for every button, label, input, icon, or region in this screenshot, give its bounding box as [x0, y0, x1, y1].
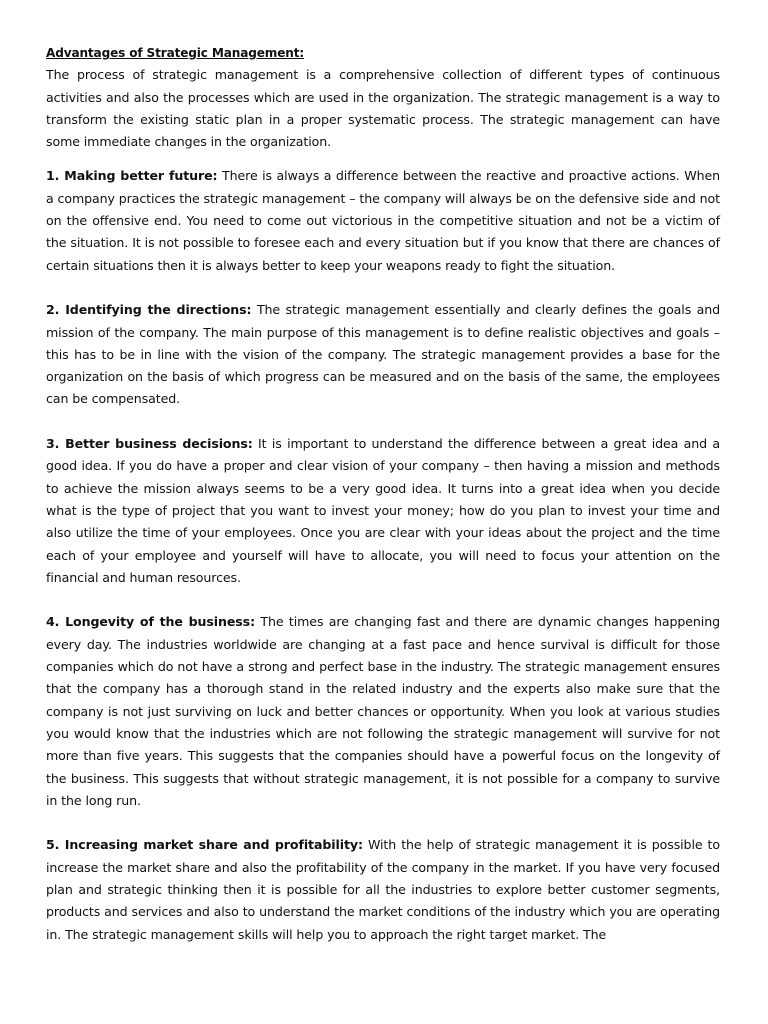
advantage-body-3: It is important to understand the difference between a great idea and a good idea. If you do have a proper and clear vision of your company – then having a mission and methods to achieve the mission always seems to be a very good idea. It turns into a great idea when you decide what is the type of project that you want to invest your money; how do you plan to invest your time and also utilize the time of your employees. Once you are clear with your ideas about the project and the time each of your employee and yourself will have to allocate, you will need to focus your attention on the financial and human resources. [46, 436, 720, 585]
advantage-title-2: 2. Identifying the directions: [46, 302, 252, 318]
advantage-title-5: 5. Increasing market share and profitability: [46, 837, 363, 853]
advantage-body-4: The times are changing fast and there are dynamic changes happening every day. The industries worldwide are changing at a fast pace and hence survival is difficult for those companies which do not have a strong and perfect base in the industry. The strategic management ensures that the company has a thorough stand in the related industry and the experts also make sure that the company is not just surviving on luck and better chances or opportunity. When you look at various studies you would know that the industries which are not following the strategic management will survive for not more than five years. This suggests that the companies should have a powerful focus on the longevity of the business. This suggests that without strategic management, it is not possible for a company to survive in the long run. [46, 614, 720, 808]
advantage-body-5: With the help of strategic management it is possible to increase the market share and also the profitability of the company in the market. If you have very focused plan and strategic thinking then it is possible for all the industries to explore better customer segments, products and services and also to understand the market conditions of the industry which you are operating in. The strategic management skills will help you to approach the right target market. The [46, 837, 720, 942]
advantage-body-1: There is always a difference between the reactive and proactive actions. When a company practices the strategic management – the company will always be on the defensive side and not on the offensive end. You need to come out victorious in the competitive situation and not be a victim of the situation. It is not possible to foresee each and every situation but if you know that there are chances of certain situations then it is always better to keep your weapons ready to fight the situation. [46, 168, 720, 273]
advantage-item-3 [46, 433, 720, 589]
advantage-item-2 [46, 299, 720, 410]
advantage-title-3: 3. Better business decisions: [46, 436, 253, 452]
advantage-body-2: The strategic management essentially and clearly defines the goals and mission of the company. The main purpose of this management is to define realistic objectives and goals – this has to be in line with the vision of the company. The strategic management provides a base for the organization on the basis of which progress can be measured and on the basis of the same, the employees can be compensated. [46, 302, 721, 407]
advantage-title-1: 1. Making better future: [46, 168, 218, 184]
advantage-item-5 [46, 834, 720, 945]
intro-paragraph: The process of strategic management is a comprehensive collection of different types of continuous activities and also the processes which are used in the organization. The strategic management is a way to transform the existing static plan in a proper systematic process. The strategic management can have some immediate changes in the organization. [46, 67, 720, 150]
advantage-item-1 [46, 165, 720, 276]
document-heading: Advantages of Strategic Management: [46, 46, 305, 60]
advantage-item-4 [46, 611, 720, 812]
document-page [46, 42, 720, 968]
advantage-title-4: 4. Longevity of the business: [46, 614, 256, 630]
